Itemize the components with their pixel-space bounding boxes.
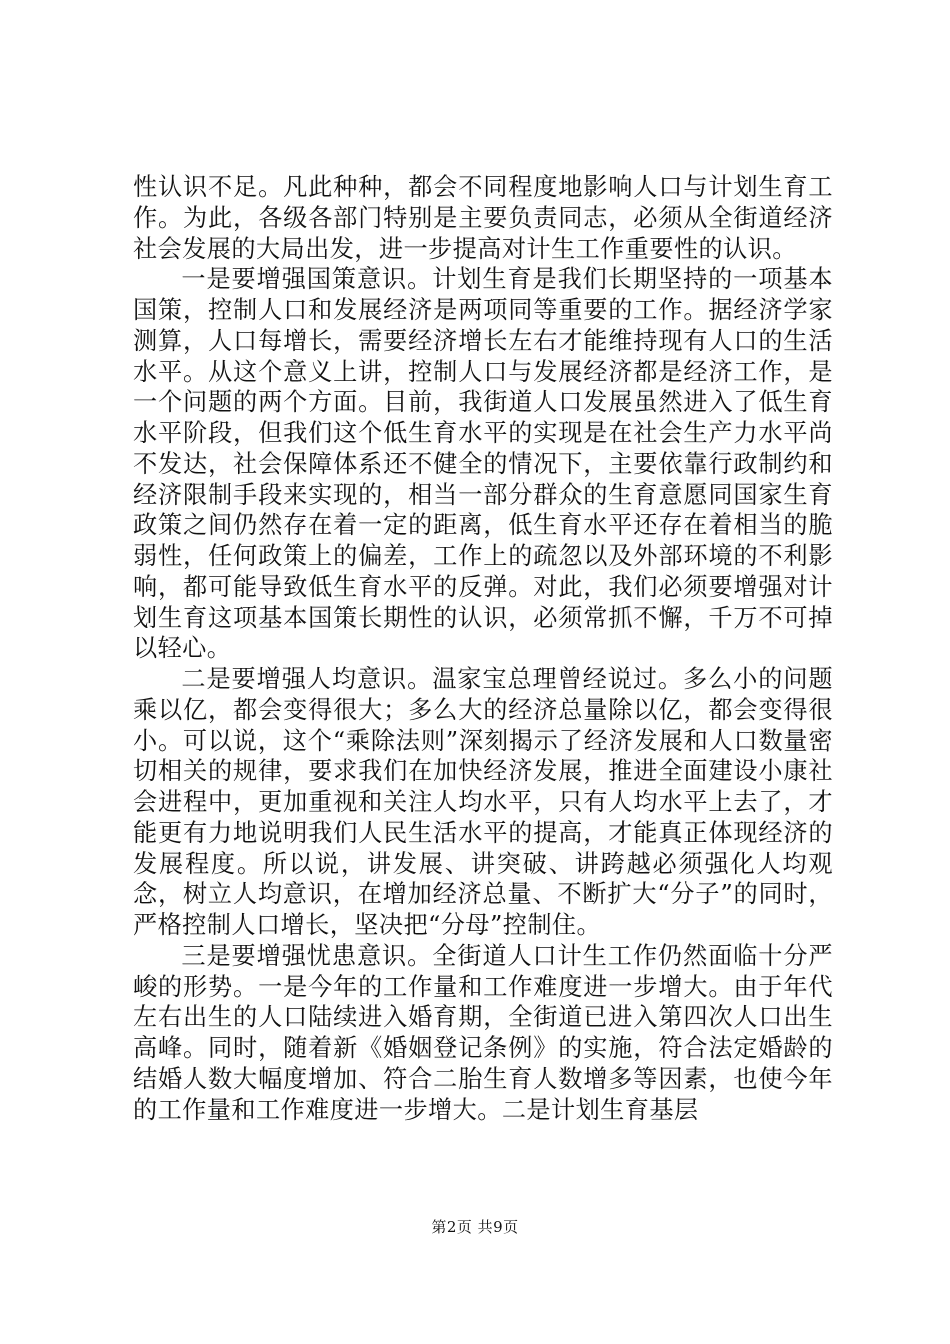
paragraph-intro: 性认识不足。凡此种种，都会不同程度地影响人口与计划生育工作。为此，各级各部门特别是主要负责同志，必须从全街道经济社会发展的大局出发，进一步提高对计生工作重要性的认识。: [133, 173, 833, 263]
paragraph-per-capita: 二是要增强人均意识。温家宝总理曾经说过。多么小的问题乘以亿，都会变得很大；多么大的经济总量除以亿，都会变得很小。可以说，这个“乘除法则”深刻揭示了经济发展和人口数量密切相关的规律，要求我们在加快经济发展，推进全面建设小康社会进程中，更加重视和关注人均水平，只有人均水平上去了，才能更有力地说明我们人民生活水平的提高，才能真正体现经济的发展程度。所以说，讲发展、讲突破、讲跨越必须强化人均观念，树立人均意识，在增加经济总量、不断扩大“分子”的同时，严格控制人口增长，坚决把“分母”控制住。: [133, 665, 833, 939]
body-text: [133, 172, 833, 1125]
paragraph-national-policy: 一是要增强国策意识。计划生育是我们长期坚持的一项基本国策，控制人口和发展经济是两项同等重要的工作。据经济学家测算，人口每增长，需要经济增长左右才能维持现有人口的生活水平。从这个意义上讲，控制人口与发展经济都是经济工作，是一个问题的两个方面。目前，我街道人口发展虽然进入了低生育水平阶段，但我们这个低生育水平的实现是在社会生产力水平尚不发达，社会保障体系还不健全的情况下，主要依靠行政制约和经济限制手段来实现的，相当一部分群众的生育意愿同国家生育政策之间仍然存在着一定的距离，低生育水平还存在着相当的脆弱性，任何政策上的偏差，工作上的疏忽以及外部环境的不利影响，都可能导致低生育水平的反弹。对此，我们必须要增强对计划生育这项基本国策长期性的认识，必须常抓不懈，千万不可掉以轻心。: [133, 265, 833, 663]
paragraph-risk-awareness: 三是要增强忧患意识。全街道人口计生工作仍然面临十分严峻的形势。一是今年的工作量和工作难度进一步增大。由于年代左右出生的人口陆续进入婚育期，全街道已进入第四次人口出生高峰。同时，随着新《婚姻登记条例》的实施，符合法定婚龄的结婚人数大幅度增加、符合二胎生育人数增多等因素，也使今年的工作量和工作难度进一步增大。二是计划生育基层: [133, 941, 833, 1124]
page-number-footer: 第2页 共9页: [431, 1218, 519, 1236]
